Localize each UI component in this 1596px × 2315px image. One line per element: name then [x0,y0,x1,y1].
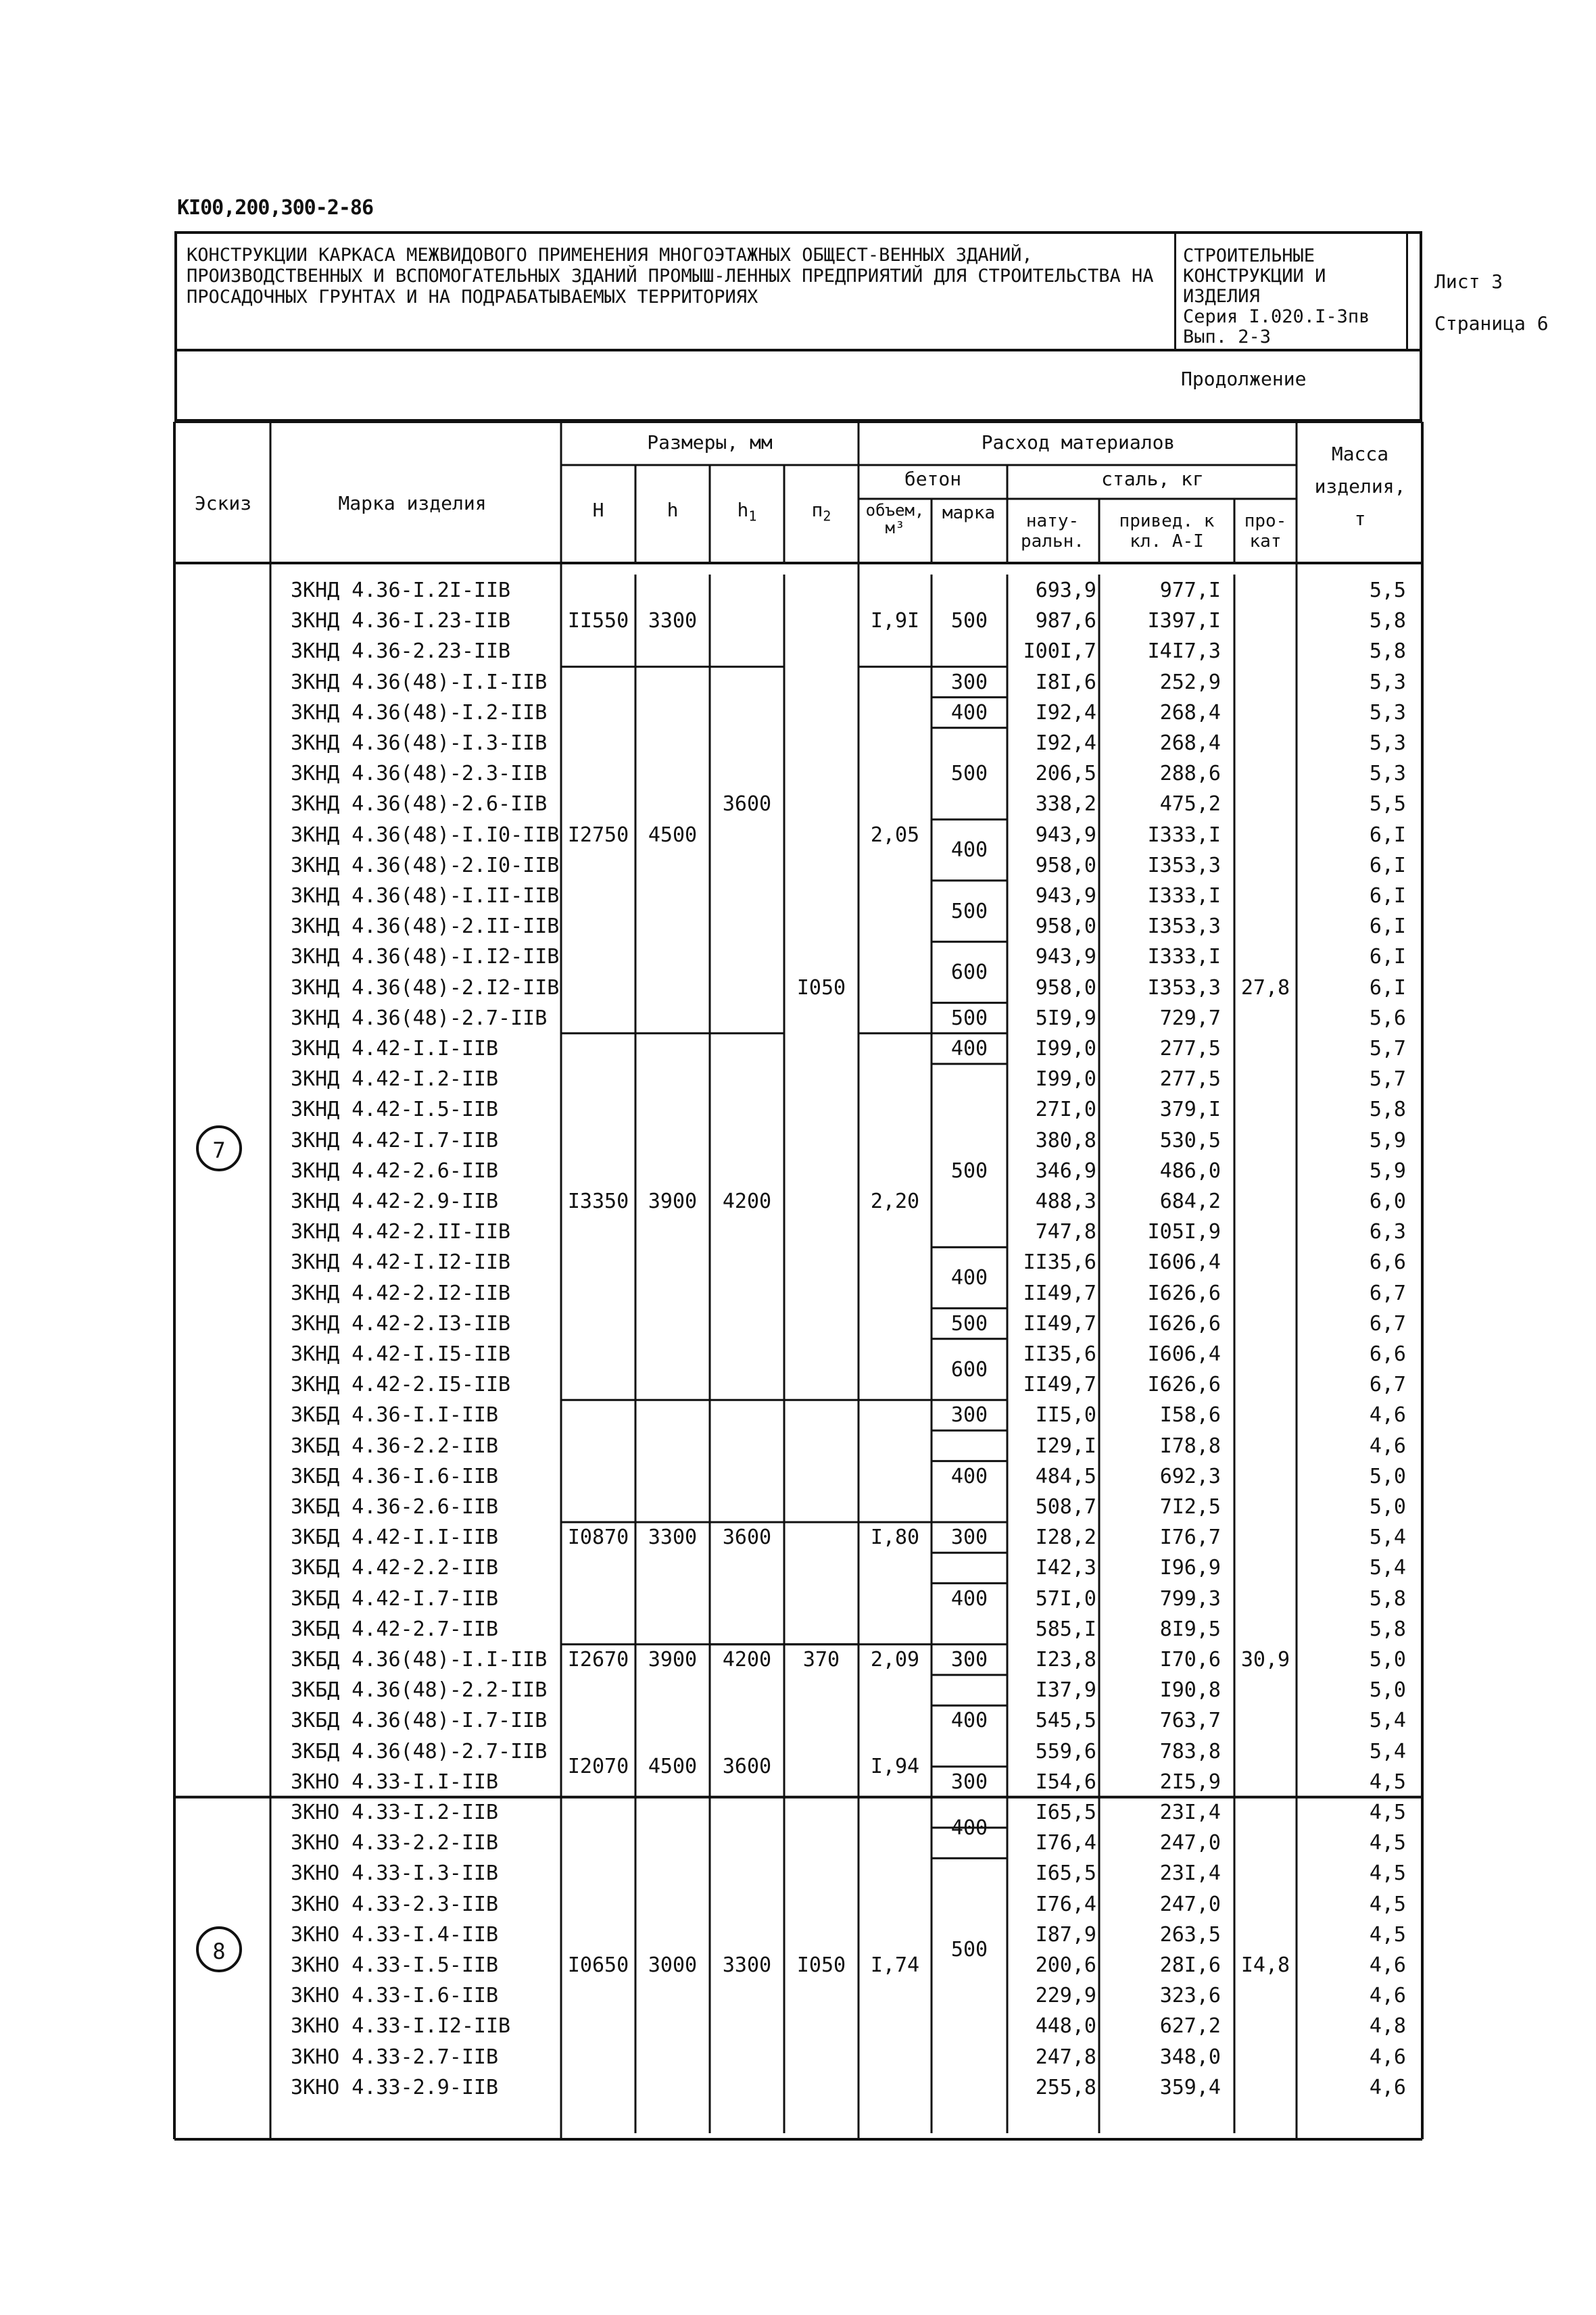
steel-natural: 488,3 [1035,1190,1096,1213]
concrete-grade: 300 [950,1403,988,1428]
product-mark: ЗКБД 4.36(48)-2.2-IIВ [291,1678,548,1703]
concrete-grade: 500 [950,1311,988,1336]
group-vol: I,80 [870,1526,920,1550]
steel-reduced: I96,9 [1159,1556,1221,1580]
steel-reduced: I78,8 [1159,1434,1221,1458]
product-mass: 4,5 [1369,1801,1406,1824]
product-mass: 4,5 [1369,1922,1406,1947]
product-mass: 4,5 [1369,1861,1406,1886]
steel-natural: II49,7 [1023,1311,1096,1336]
group-vol: I,9I [870,609,920,633]
group-h1: 3600 [722,1755,772,1779]
product-mass: 5,9 [1369,1128,1406,1152]
steel-natural: II35,6 [1023,1250,1096,1275]
steel-reduced: 692,3 [1159,1464,1221,1488]
concrete-grade: 300 [950,1648,988,1672]
product-mark: ЗКНО 4.33-I.3-IIВ [291,1861,499,1886]
steel-natural: I65,5 [1035,1801,1096,1824]
concrete-grade: 400 [950,1266,988,1290]
product-mark: ЗКНД 4.36-2.23-IIВ [291,639,511,664]
header-H: Н [592,499,604,521]
steel-natural: 57I,0 [1035,1586,1096,1611]
header-reduced: привед. к кл. А-I [1119,511,1215,552]
header-grade: марка [942,503,996,523]
product-mark: ЗКБД 4.36(48)-I.I-IIВ [291,1648,548,1672]
steel-reduced: 277,5 [1159,1037,1221,1061]
steel-reduced: 783,8 [1159,1739,1221,1763]
product-mass: 4,5 [1369,1892,1406,1916]
steel-reduced: 23I,4 [1159,1801,1221,1824]
steel-natural: 508,7 [1035,1495,1096,1519]
product-mark: ЗКНО 4.33-I.I-IIВ [291,1770,499,1794]
steel-reduced: I353,3 [1147,915,1221,939]
concrete-grade: 400 [950,1464,988,1488]
product-mark: ЗКБД 4.36(48)-2.7-IIВ [291,1739,548,1763]
product-mark: ЗКБД 4.36-2.2-IIВ [291,1434,499,1458]
product-mass: 5,3 [1369,670,1406,694]
steel-natural: 545,5 [1035,1709,1096,1733]
series-label: Серия I.020.I-3пв [1183,306,1370,327]
steel-natural: 747,8 [1035,1220,1096,1244]
steel-natural: I65,5 [1035,1861,1096,1886]
concrete-grade: 400 [950,1037,988,1061]
group-h: 3900 [648,1648,698,1672]
product-mass: 6,0 [1369,1190,1406,1213]
group-rolled: 27,8 [1240,975,1290,1000]
header-steel: сталь, кг [1101,468,1204,490]
document-title: КОНСТРУКЦИИ КАРКАСА МЕЖВИДОВОГО ПРИМЕНЕНИЯ МНОГОЭТАЖНЫХ ОБЩЕСТ-ВЕННЫХ ЗДАНИЙ, ПРОИЗВОДСТВЕННЫХ И ВСПОМОГАТЕЛЬНЫХ ЗДАНИЙ ПРОМЫШ-ЛЕННЫХ ПРЕДПРИЯТИЙ ДЛЯ СТРОИТЕЛЬСТВА НА ПРОСАДОЧНЫХ ГРУНТАХ И НА ПОДРАБАТЫВАЕМЫХ ТЕРРИТОРИЯХ [187,245,1154,308]
steel-natural: II5,0 [1035,1403,1096,1428]
header-sketch: Эскиз [194,492,252,514]
sketch-marker-8: 8 [196,1926,242,1972]
concrete-grade: 400 [950,838,988,862]
steel-reduced: I05I,9 [1147,1220,1221,1244]
header-concrete: бетон [904,468,962,490]
steel-natural: I76,4 [1035,1892,1096,1916]
steel-natural: 958,0 [1035,853,1096,877]
product-mass: 5,5 [1369,579,1406,602]
concrete-grade: 300 [950,1770,988,1794]
concrete-grade: 400 [950,1586,988,1611]
product-mass: 5,9 [1369,1159,1406,1183]
group-vol: I,74 [870,1953,920,1977]
steel-reduced: 288,6 [1159,762,1221,786]
product-mark: ЗКНД 4.42-I.2-IIВ [291,1067,499,1092]
steel-natural: I92,4 [1035,731,1096,755]
product-mark: ЗКНД 4.42-2.I2-IIВ [291,1281,511,1305]
page-label: Страница 6 [1434,312,1549,335]
header-n2-sub: 2 [823,508,831,525]
product-mark: ЗКНД 4.36(48)-I.I-IIВ [291,670,548,694]
group-vol: 2,20 [870,1190,920,1213]
product-mass: 5,3 [1369,762,1406,786]
document-code: КI00,200,300-2-86 [177,196,374,220]
steel-reduced: I606,4 [1147,1342,1221,1366]
steel-reduced: 323,6 [1159,1984,1221,2008]
product-mark: ЗКНД 4.36(48)-I.I2-IIВ [291,945,560,969]
steel-natural: 229,9 [1035,1984,1096,2008]
product-mass: 5,7 [1369,1037,1406,1061]
concrete-grade: 300 [950,670,988,694]
header-natural: нату-ральн. [1021,511,1084,552]
product-mark: ЗКНД 4.36-I.2I-IIВ [291,579,511,602]
category-line-2: КОНСТРУКЦИИ И [1183,266,1326,287]
continuation-label: Продолжение [1181,368,1307,390]
product-mark: ЗКНО 4.33-I.2-IIВ [291,1801,499,1824]
group-h1: 4200 [722,1190,772,1213]
product-mark: ЗКНД 4.36(48)-2.6-IIВ [291,792,548,817]
steel-reduced: I333,I [1147,823,1221,847]
product-mass: 6,I [1369,915,1406,939]
product-mass: 6,6 [1369,1342,1406,1366]
product-mark: ЗКНД 4.42-2.II-IIВ [291,1220,511,1244]
product-mark: ЗКНД 4.36(48)-2.3-IIВ [291,762,548,786]
concrete-grade: 500 [950,899,988,923]
group-n2: I050 [796,1953,846,1977]
steel-natural: I54,6 [1035,1770,1096,1794]
product-mass: 5,0 [1369,1678,1406,1703]
product-mark: ЗКНД 4.36(48)-2.7-IIВ [291,1006,548,1030]
steel-natural: 255,8 [1035,2075,1096,2099]
product-mass: 5,8 [1369,1617,1406,1641]
steel-reduced: 486,0 [1159,1159,1221,1183]
product-mark: ЗКБД 4.36-I.6-IIВ [291,1464,499,1488]
steel-reduced: I397,I [1147,609,1221,633]
steel-natural: 559,6 [1035,1739,1096,1763]
steel-natural: I23,8 [1035,1648,1096,1672]
steel-natural: I42,3 [1035,1556,1096,1580]
group-h1: 4200 [722,1648,772,1672]
product-mark: ЗКНД 4.42-I.7-IIВ [291,1128,499,1152]
steel-reduced: 684,2 [1159,1190,1221,1213]
group-vol: 2,09 [870,1648,920,1672]
steel-natural: 247,8 [1035,2045,1096,2069]
steel-reduced: I606,4 [1147,1250,1221,1275]
product-mark: ЗКБД 4.42-2.7-IIВ [291,1617,499,1641]
steel-reduced: 277,5 [1159,1067,1221,1092]
header-mark: Марка изделия [338,492,487,514]
product-mass: 4,6 [1369,1984,1406,2008]
header-rolled: про-кат [1244,511,1287,552]
steel-reduced: 763,7 [1159,1709,1221,1733]
steel-natural: 448,0 [1035,2014,1096,2039]
product-mark: ЗКНД 4.42-I.5-IIВ [291,1098,499,1122]
concrete-grade: 600 [950,960,988,984]
steel-reduced: I76,7 [1159,1526,1221,1550]
steel-natural: 346,9 [1035,1159,1096,1183]
product-mark: ЗКНД 4.42-I.I5-IIВ [291,1342,511,1366]
steel-natural: 484,5 [1035,1464,1096,1488]
group-rolled: 30,9 [1240,1648,1290,1672]
product-mass: 6,I [1369,975,1406,1000]
steel-natural: 958,0 [1035,915,1096,939]
concrete-grade: 300 [950,1526,988,1550]
product-mass: 5,8 [1369,1586,1406,1611]
steel-reduced: I70,6 [1159,1648,1221,1672]
product-mark: ЗКНД 4.42-2.6-IIВ [291,1159,499,1183]
steel-natural: 987,6 [1035,609,1096,633]
group-H: I2750 [567,823,629,847]
steel-reduced: 268,4 [1159,731,1221,755]
product-mass: 6,7 [1369,1311,1406,1336]
product-mass: 6,6 [1369,1250,1406,1275]
steel-reduced: 252,9 [1159,670,1221,694]
product-mass: 4,5 [1369,1770,1406,1794]
header-n2-main: п [811,499,823,521]
group-H: I0870 [567,1526,629,1550]
product-mark: ЗКНД 4.36(48)-2.II-IIВ [291,915,560,939]
steel-reduced: I626,6 [1147,1373,1221,1397]
product-mass: 5,3 [1369,700,1406,725]
concrete-grade: 500 [950,762,988,786]
steel-natural: II49,7 [1023,1281,1096,1305]
steel-reduced: I90,8 [1159,1678,1221,1703]
category-line-3: ИЗДЕЛИЯ [1183,286,1260,307]
steel-reduced: 530,5 [1159,1128,1221,1152]
steel-reduced: I626,6 [1147,1311,1221,1336]
group-h: 3000 [648,1953,698,1977]
steel-natural: I92,4 [1035,700,1096,725]
steel-reduced: 359,4 [1159,2075,1221,2099]
product-mark: ЗКНД 4.36(48)-I.I0-IIВ [291,823,560,847]
product-mass: 4,6 [1369,2075,1406,2099]
product-mark: ЗКБД 4.36(48)-I.7-IIВ [291,1709,548,1733]
product-mark: ЗКБД 4.36-2.6-IIВ [291,1495,499,1519]
steel-reduced: I333,I [1147,884,1221,908]
product-mass: 4,5 [1369,1831,1406,1855]
product-mark: ЗКНД 4.42-2.I5-IIВ [291,1373,511,1397]
category-line-1: СТРОИТЕЛЬНЫЕ [1183,245,1315,266]
steel-reduced: I353,3 [1147,975,1221,1000]
concrete-grade: 500 [950,1938,988,1962]
header-h1 [710,500,784,527]
product-mark: ЗКБД 4.36-I.I-IIВ [291,1403,499,1428]
product-mark: ЗКНО 4.33-I.6-IIВ [291,1984,499,2008]
steel-reduced: I353,3 [1147,853,1221,877]
group-rolled: I4,8 [1240,1953,1290,1977]
product-mass: 5,8 [1369,1098,1406,1122]
group-vol: I,94 [870,1755,920,1779]
product-mass: 6,I [1369,945,1406,969]
steel-reduced: 268,4 [1159,700,1221,725]
steel-reduced: 729,7 [1159,1006,1221,1030]
group-H: I2670 [567,1648,629,1672]
product-mass: 6,3 [1369,1220,1406,1244]
steel-reduced: 247,0 [1159,1892,1221,1916]
product-mass: 5,8 [1369,639,1406,664]
steel-natural: 943,9 [1035,945,1096,969]
steel-natural: 693,9 [1035,579,1096,602]
product-mass: 5,4 [1369,1709,1406,1733]
steel-natural: I99,0 [1035,1037,1096,1061]
concrete-grade: 400 [950,1709,988,1733]
product-mass: 6,I [1369,853,1406,877]
concrete-grade: 400 [950,1816,988,1840]
product-mass: 4,6 [1369,2045,1406,2069]
product-mark: ЗКНД 4.36(48)-I.II-IIВ [291,884,560,908]
steel-reduced: 348,0 [1159,2045,1221,2069]
steel-reduced: 8I9,5 [1159,1617,1221,1641]
steel-natural: 200,6 [1035,1953,1096,1977]
product-mass: 5,8 [1369,609,1406,633]
concrete-grade: 400 [950,700,988,725]
steel-natural: 585,I [1035,1617,1096,1641]
steel-natural: I37,9 [1035,1678,1096,1703]
group-h: 3300 [648,609,698,633]
steel-reduced: 28I,6 [1159,1953,1221,1977]
product-mark: ЗКБД 4.42-I.7-IIВ [291,1586,499,1611]
product-mark: ЗКНО 4.33-2.9-IIВ [291,2075,499,2099]
group-grade: 500 [950,609,988,633]
product-mark: ЗКНО 4.33-I.I2-IIВ [291,2014,511,2039]
steel-reduced: I58,6 [1159,1403,1221,1428]
steel-natural: II49,7 [1023,1373,1096,1397]
steel-reduced: I333,I [1147,945,1221,969]
header-h1-main: h [737,499,749,521]
product-mark: ЗКБД 4.42-I.I-IIВ [291,1526,499,1550]
concrete-grade: 500 [950,1006,988,1030]
steel-natural: 206,5 [1035,762,1096,786]
steel-reduced: 799,3 [1159,1586,1221,1611]
product-mark: ЗКНД 4.42-2.I3-IIВ [291,1311,511,1336]
product-mark: ЗКНО 4.33-2.2-IIВ [291,1831,499,1855]
product-mass: 5,4 [1369,1739,1406,1763]
product-mass: 5,0 [1369,1648,1406,1672]
product-mass: 5,7 [1369,1067,1406,1092]
steel-natural: I29,I [1035,1434,1096,1458]
product-mass: 5,6 [1369,1006,1406,1030]
product-mass: 5,5 [1369,792,1406,817]
product-mark: ЗКНД 4.42-I.I2-IIВ [291,1250,511,1275]
steel-reduced: 977,I [1159,579,1221,602]
steel-natural: 380,8 [1035,1128,1096,1152]
group-n2: I050 [796,975,846,1000]
steel-reduced: 475,2 [1159,792,1221,817]
steel-natural: 5I9,9 [1035,1006,1096,1030]
group-H: II550 [567,609,629,633]
product-mark: ЗКНД 4.36(48)-2.I2-IIВ [291,975,560,1000]
steel-reduced: 627,2 [1159,2014,1221,2039]
group-H: I0650 [567,1953,629,1977]
group-vol: 2,05 [870,823,920,847]
steel-natural: II35,6 [1023,1342,1096,1366]
steel-reduced: 247,0 [1159,1831,1221,1855]
product-mass: 5,0 [1369,1495,1406,1519]
product-mark: ЗКНД 4.36(48)-I.2-IIВ [291,700,548,725]
product-mass: 6,I [1369,884,1406,908]
steel-natural: 943,9 [1035,884,1096,908]
group-h1: 3300 [722,1953,772,1977]
product-mass: 6,7 [1369,1281,1406,1305]
steel-reduced: I626,6 [1147,1281,1221,1305]
group-H: I2070 [567,1755,629,1779]
steel-natural: I00I,7 [1023,639,1096,664]
concrete-grade: 500 [950,1159,988,1183]
group-h: 4500 [648,823,698,847]
steel-reduced: 2I5,9 [1159,1770,1221,1794]
steel-natural: 958,0 [1035,975,1096,1000]
product-mark: ЗКНД 4.42-I.I-IIВ [291,1037,499,1061]
product-mass: 4,6 [1369,1403,1406,1428]
concrete-grade: 600 [950,1357,988,1382]
header-mass: Масса изделия, т [1314,443,1406,530]
header-volume: объем, м³ [865,501,925,537]
group-h1: 3600 [722,1526,772,1550]
sheet-label: Лист 3 [1434,270,1503,293]
sketch-marker-7: 7 [196,1125,242,1171]
steel-natural: I76,4 [1035,1831,1096,1855]
group-h: 4500 [648,1755,698,1779]
product-mass: 4,8 [1369,2014,1406,2039]
header-sizes: Размеры, мм [647,431,773,454]
steel-reduced: 23I,4 [1159,1861,1221,1886]
steel-reduced: 263,5 [1159,1922,1221,1947]
group-n2: 370 [802,1648,840,1672]
product-mark: ЗКНД 4.36(48)-2.I0-IIВ [291,853,560,877]
product-mark: ЗКНД 4.42-2.9-IIВ [291,1190,499,1213]
header-n2 [784,500,859,527]
steel-reduced: I4I7,3 [1147,639,1221,664]
steel-natural: I87,9 [1035,1922,1096,1947]
steel-natural: 338,2 [1035,792,1096,817]
product-mass: 6,I [1369,823,1406,847]
product-mark: ЗКБД 4.42-2.2-IIВ [291,1556,499,1580]
product-mark: ЗКНО 4.33-I.4-IIВ [291,1922,499,1947]
product-mark: ЗКНД 4.36-I.23-IIВ [291,609,511,633]
header-materials: Расход материалов [981,431,1176,454]
product-mark: ЗКНО 4.33-2.7-IIВ [291,2045,499,2069]
product-mass: 5,4 [1369,1526,1406,1550]
steel-natural: 943,9 [1035,823,1096,847]
steel-natural: I99,0 [1035,1067,1096,1092]
group-h: 3300 [648,1526,698,1550]
header-h: h [667,499,679,521]
product-mark: ЗКНД 4.36(48)-I.3-IIВ [291,731,548,755]
product-mass: 5,0 [1369,1464,1406,1488]
group-H: I3350 [567,1190,629,1213]
group-h: 3900 [648,1190,698,1213]
product-mass: 5,4 [1369,1556,1406,1580]
steel-natural: I8I,6 [1035,670,1096,694]
product-mass: 5,3 [1369,731,1406,755]
steel-natural: I28,2 [1035,1526,1096,1550]
issue-label: Вып. 2-3 [1183,326,1272,347]
product-mass: 4,6 [1369,1953,1406,1977]
product-mark: ЗКНО 4.33-2.3-IIВ [291,1892,499,1916]
product-mass: 6,7 [1369,1373,1406,1397]
steel-reduced: 7I2,5 [1159,1495,1221,1519]
product-mark: ЗКНО 4.33-I.5-IIВ [291,1953,499,1977]
header-h1-sub: 1 [748,508,757,525]
steel-reduced: 379,I [1159,1098,1221,1122]
group-h1: 3600 [722,792,772,817]
product-mass: 4,6 [1369,1434,1406,1458]
steel-natural: 27I,0 [1035,1098,1096,1122]
